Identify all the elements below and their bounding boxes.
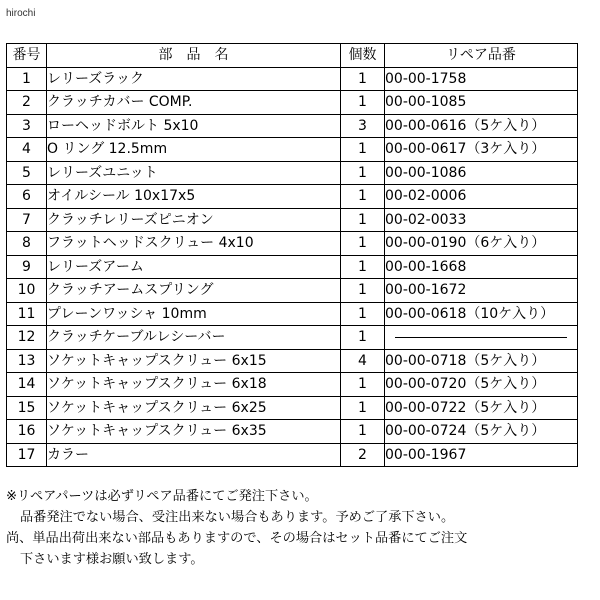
notes-block <box>6 486 596 570</box>
part-name-cell: レリーズアーム <box>47 255 341 279</box>
row-number-cell: 9 <box>7 255 47 279</box>
repair-number-cell: 00-00-1668 <box>385 255 578 279</box>
part-name-cell: プレーンワッシャ 10mm <box>47 302 341 326</box>
row-number-cell: 6 <box>7 185 47 209</box>
quantity-cell: 1 <box>341 161 385 185</box>
quantity-cell: 1 <box>341 67 385 91</box>
part-name-cell: クラッチカバー COMP. <box>47 91 341 115</box>
repair-number-cell: 00-00-0718（5ケ入り） <box>385 349 578 373</box>
table-row <box>7 443 578 467</box>
quantity-cell: 1 <box>341 279 385 303</box>
repair-number-cell: 00-00-0722（5ケ入り） <box>385 396 578 420</box>
table-row <box>7 420 578 444</box>
table-row <box>7 349 578 373</box>
table-row <box>7 396 578 420</box>
row-number-cell: 4 <box>7 138 47 162</box>
note-line: ※リペアパーツは必ずリペア品番にてご発注下さい。 <box>6 489 318 504</box>
repair-number-cell: 00-02-0006 <box>385 185 578 209</box>
quantity-cell: 1 <box>341 326 385 350</box>
repair-number-cell: 00-00-0617（3ケ入り） <box>385 138 578 162</box>
table-row <box>7 326 578 350</box>
row-number-cell: 12 <box>7 326 47 350</box>
header-repair-number: リペア品番 <box>385 44 578 68</box>
header-part-name: 部 品 名 <box>47 44 341 68</box>
note-line: 尚、単品出荷出来ない部品もありますので、その場合はセット品番にてご注文 <box>6 531 468 546</box>
repair-number-cell: 00-00-1086 <box>385 161 578 185</box>
repair-number-cell: 00-00-1085 <box>385 91 578 115</box>
table-header-row <box>7 44 578 68</box>
row-number-cell: 13 <box>7 349 47 373</box>
table-row <box>7 373 578 397</box>
repair-number-cell: 00-02-0033 <box>385 208 578 232</box>
part-name-cell: クラッチレリーズピニオン <box>47 208 341 232</box>
quantity-cell: 2 <box>341 443 385 467</box>
quantity-cell: 1 <box>341 91 385 115</box>
part-name-cell: カラー <box>47 443 341 467</box>
table-row <box>7 255 578 279</box>
part-name-cell: ソケットキャップスクリュー 6x18 <box>47 373 341 397</box>
part-name-cell: フラットヘッドスクリュー 4x10 <box>47 232 341 256</box>
watermark-text: hirochi <box>6 8 36 19</box>
quantity-cell: 3 <box>341 114 385 138</box>
row-number-cell: 15 <box>7 396 47 420</box>
row-number-cell: 16 <box>7 420 47 444</box>
row-number-cell: 5 <box>7 161 47 185</box>
table-row <box>7 279 578 303</box>
table-row <box>7 208 578 232</box>
part-name-cell: クラッチアームスプリング <box>47 279 341 303</box>
table-row <box>7 138 578 162</box>
repair-number-cell: 00-00-1672 <box>385 279 578 303</box>
repair-number-cell: 00-00-0720（5ケ入り） <box>385 373 578 397</box>
part-name-cell: レリーズユニット <box>47 161 341 185</box>
table-row <box>7 91 578 115</box>
quantity-cell: 1 <box>341 232 385 256</box>
quantity-cell: 1 <box>341 138 385 162</box>
quantity-cell: 1 <box>341 396 385 420</box>
table-row <box>7 232 578 256</box>
parts-table <box>6 43 578 467</box>
quantity-cell: 1 <box>341 373 385 397</box>
note-line: 品番発注でない場合、受注出来ない場合もあります。予めご了承下さい。 <box>20 510 455 525</box>
row-number-cell: 1 <box>7 67 47 91</box>
repair-number-cell: 00-00-0618（10ケ入り） <box>385 302 578 326</box>
table-row <box>7 114 578 138</box>
repair-number-cell: 00-00-0724（5ケ入り） <box>385 420 578 444</box>
repair-number-cell: 00-00-0190（6ケ入り） <box>385 232 578 256</box>
row-number-cell: 17 <box>7 443 47 467</box>
header-quantity: 個数 <box>341 44 385 68</box>
note-line: 下さいます様お願い致します。 <box>20 552 204 567</box>
part-name-cell: O リング 12.5mm <box>47 138 341 162</box>
quantity-cell: 1 <box>341 302 385 326</box>
part-name-cell: クラッチケーブルレシーバー <box>47 326 341 350</box>
part-name-cell: レリーズラック <box>47 67 341 91</box>
quantity-cell: 1 <box>341 185 385 209</box>
part-name-cell: ソケットキャップスクリュー 6x35 <box>47 420 341 444</box>
quantity-cell: 1 <box>341 420 385 444</box>
part-name-cell: ローヘッドボルト 5x10 <box>47 114 341 138</box>
table-row <box>7 161 578 185</box>
row-number-cell: 11 <box>7 302 47 326</box>
row-number-cell: 8 <box>7 232 47 256</box>
part-name-cell: ソケットキャップスクリュー 6x25 <box>47 396 341 420</box>
row-number-cell: 14 <box>7 373 47 397</box>
quantity-cell: 1 <box>341 255 385 279</box>
row-number-cell: 10 <box>7 279 47 303</box>
repair-number-cell <box>385 326 578 350</box>
parts-table-body <box>7 67 578 467</box>
row-number-cell: 3 <box>7 114 47 138</box>
part-name-cell: ソケットキャップスクリュー 6x15 <box>47 349 341 373</box>
no-repair-number-line <box>395 337 567 338</box>
repair-number-cell: 00-00-0616（5ケ入り） <box>385 114 578 138</box>
quantity-cell: 1 <box>341 208 385 232</box>
repair-number-cell: 00-00-1967 <box>385 443 578 467</box>
table-row <box>7 185 578 209</box>
table-row <box>7 302 578 326</box>
table-row <box>7 67 578 91</box>
row-number-cell: 7 <box>7 208 47 232</box>
part-name-cell: オイルシール 10x17x5 <box>47 185 341 209</box>
header-number: 番号 <box>7 44 47 68</box>
repair-number-cell: 00-00-1758 <box>385 67 578 91</box>
quantity-cell: 4 <box>341 349 385 373</box>
row-number-cell: 2 <box>7 91 47 115</box>
